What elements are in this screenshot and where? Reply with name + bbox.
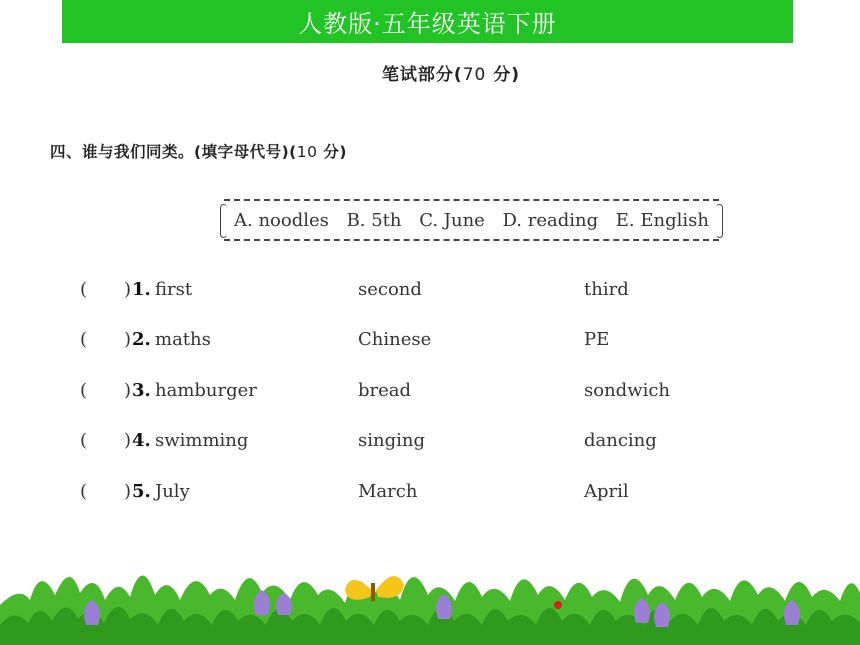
header-banner xyxy=(62,0,793,43)
instruction-text: 四、谁与我们同类。(填字母代号)( xyxy=(50,143,297,161)
question-word-3: third xyxy=(584,279,629,300)
question-number: 4. xyxy=(132,430,151,451)
answer-blank-open[interactable]: ( xyxy=(80,279,88,300)
answer-blank-close: ) xyxy=(124,329,132,350)
question-word-2: March xyxy=(358,481,418,502)
question-word-3: sondwich xyxy=(584,380,671,401)
question-word-1: first xyxy=(155,279,193,300)
subtitle-score: 70 xyxy=(462,65,487,85)
question-row-3 xyxy=(0,380,860,410)
option-e: E. English xyxy=(615,209,709,231)
question-word-2: bread xyxy=(358,380,412,401)
question-number: 5. xyxy=(132,481,151,502)
grass-blades xyxy=(0,575,860,645)
question-word-1: maths xyxy=(155,329,211,350)
answer-blank-open[interactable]: ( xyxy=(80,481,88,502)
question-number: 1. xyxy=(132,279,151,300)
option-b: B. 5th xyxy=(346,209,402,231)
question-word-2: singing xyxy=(358,430,425,451)
question-word-3: April xyxy=(584,481,629,502)
question-row-1 xyxy=(0,279,860,309)
answer-blank-open[interactable]: ( xyxy=(80,430,88,451)
answer-blank-close: ) xyxy=(124,430,132,451)
question-row-5 xyxy=(0,481,860,511)
question-word-1: swimming xyxy=(155,430,249,451)
question-row-2 xyxy=(0,329,860,359)
subtitle-unit: 分) xyxy=(486,65,521,85)
question-number: 2. xyxy=(132,329,151,350)
grass-border xyxy=(0,545,860,645)
question-word-3: dancing xyxy=(584,430,657,451)
banner-title: 人教版·五年级英语下册 xyxy=(298,10,557,38)
ladybug-icon xyxy=(554,601,562,609)
answer-blank-close: ) xyxy=(124,380,132,401)
answer-blank-close: ) xyxy=(124,481,132,502)
section-heading xyxy=(0,60,860,85)
option-c: C. June xyxy=(419,209,485,231)
question-word-1: hamburger xyxy=(155,380,257,401)
option-a: A. noodles xyxy=(234,209,329,231)
question-instruction xyxy=(50,140,347,162)
question-row-4 xyxy=(0,430,860,460)
subtitle-text: 笔试部分( xyxy=(381,65,463,85)
question-word-3: PE xyxy=(584,329,610,350)
instruction-score: 10 xyxy=(296,143,318,161)
options-box xyxy=(224,199,719,241)
question-word-1: July xyxy=(155,481,190,502)
question-word-2: Chinese xyxy=(358,329,432,350)
question-word-2: second xyxy=(358,279,422,300)
question-number: 3. xyxy=(132,380,151,401)
instruction-unit: 分) xyxy=(317,143,347,161)
answer-blank-close: ) xyxy=(124,279,132,300)
answer-blank-open[interactable]: ( xyxy=(80,329,88,350)
option-d: D. reading xyxy=(502,209,599,231)
answer-blank-open[interactable]: ( xyxy=(80,380,88,401)
